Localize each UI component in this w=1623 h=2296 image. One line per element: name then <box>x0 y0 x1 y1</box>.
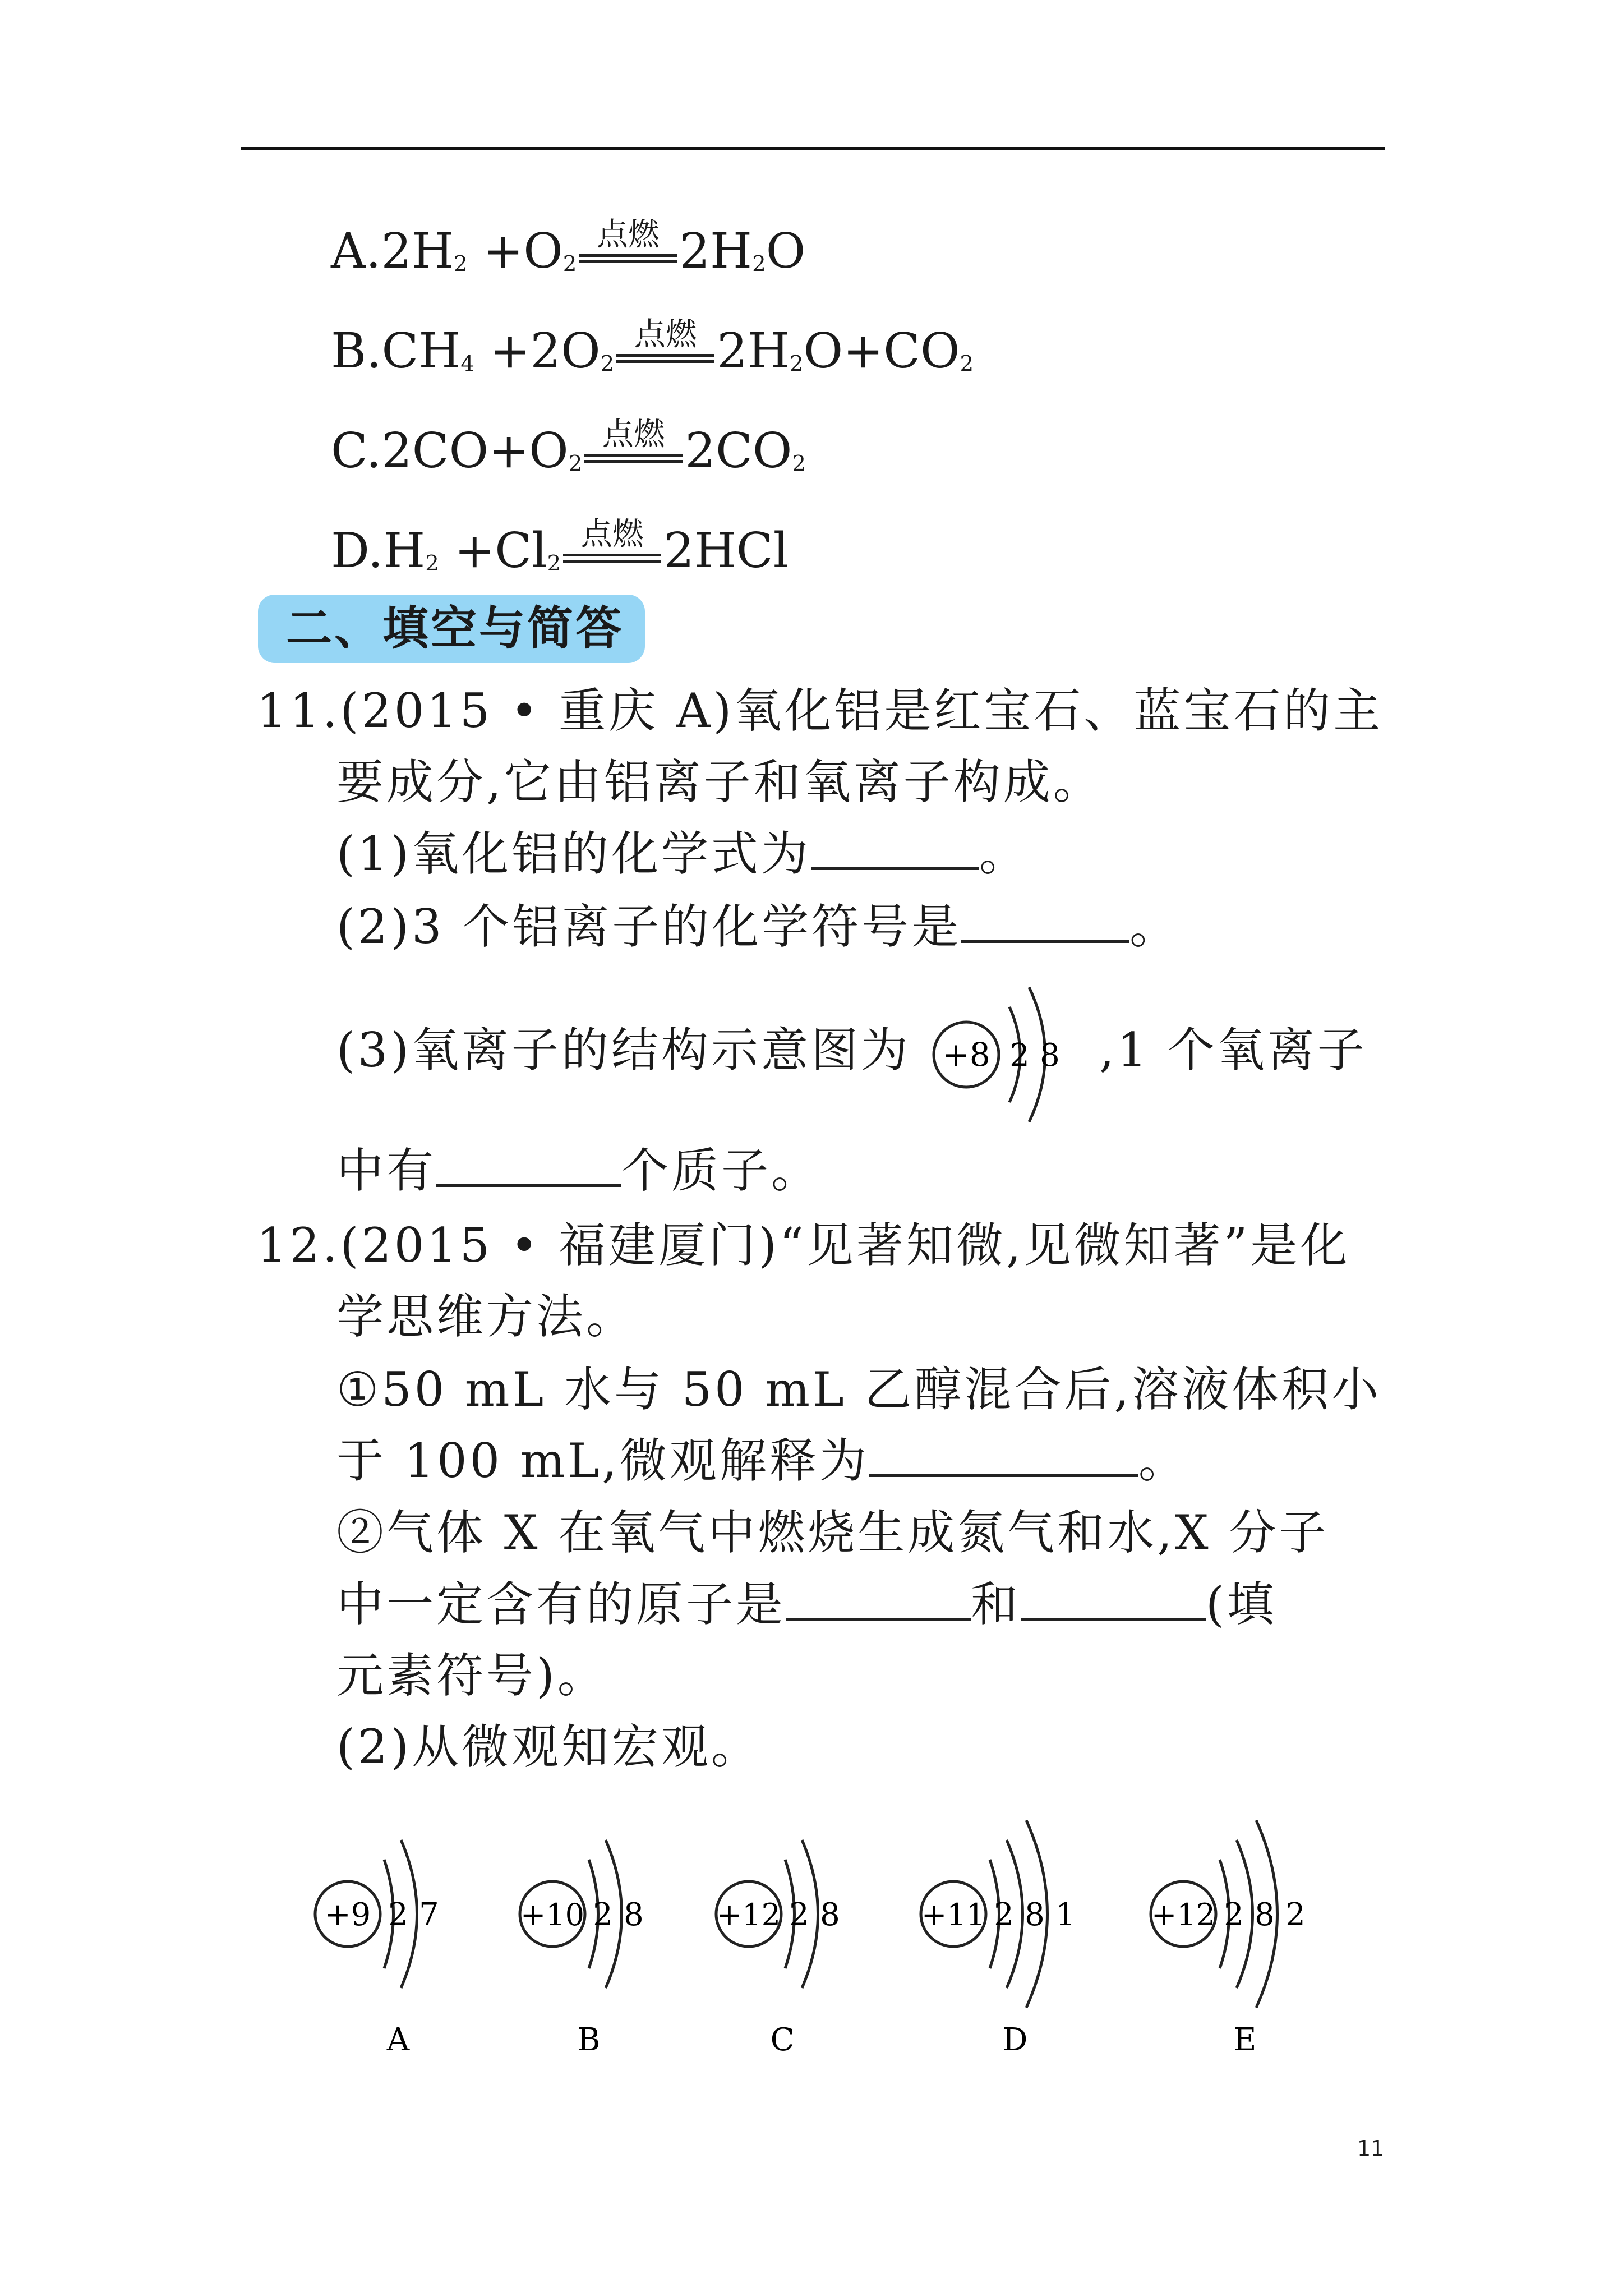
q11-sub3 <box>336 1023 911 1078</box>
nucleus: +11 <box>921 1897 985 1932</box>
equals-sign <box>584 454 683 463</box>
shell-1: 2 <box>789 1897 809 1933</box>
product: 2HCl <box>663 523 789 579</box>
subscript: 2 <box>792 450 806 476</box>
subscript: 2 <box>547 550 561 576</box>
oxygen-ion-diagram <box>931 965 1110 1144</box>
punct: 。 <box>1129 899 1180 954</box>
q11-text: 中有 <box>336 1143 437 1198</box>
condition-label: 点燃 <box>602 416 665 453</box>
ion-shell-2: 8 <box>1040 1037 1060 1074</box>
option-letter: D. <box>331 523 384 579</box>
reactant: +Cl <box>454 523 547 579</box>
reaction-condition <box>563 516 661 567</box>
option-letter: C. <box>331 423 382 479</box>
q11-text: 个质子。 <box>621 1143 822 1198</box>
condition-label: 点燃 <box>596 217 660 253</box>
shell-2: 8 <box>820 1897 840 1933</box>
reactant: 2H <box>381 223 454 279</box>
q12-stem-cont: 学思维方法。 <box>336 1289 637 1344</box>
q11-sub2 <box>336 899 1180 954</box>
atom-label: D <box>1002 2022 1028 2058</box>
subscript: 2 <box>789 351 804 376</box>
reaction-condition <box>584 416 683 467</box>
q11-sub3-tail: ,1 个氧离子 <box>1099 1023 1367 1078</box>
atom-diagram-c <box>709 1795 878 2076</box>
reaction-condition <box>579 217 677 268</box>
header-rule <box>241 147 1385 150</box>
option-letter: B. <box>331 323 382 379</box>
product: O <box>766 223 806 279</box>
reaction-condition <box>616 316 714 367</box>
option-c <box>331 416 806 479</box>
answer-blank[interactable] <box>1021 1607 1206 1621</box>
condition-label: 点燃 <box>580 516 644 553</box>
q11-sub1-text: (1)氧化铝的化学式为 <box>336 826 811 881</box>
q12-text: 中一定含有的原子是 <box>336 1577 786 1632</box>
equals-sign <box>563 554 661 563</box>
q12-p2-end: 元素符号)。 <box>336 1648 607 1703</box>
ion-nucleus: +8 <box>942 1036 990 1074</box>
q12-p2: ②气体 X 在氧气中燃烧生成氮气和水,X 分子 <box>336 1505 1329 1560</box>
subscript: 2 <box>960 351 974 376</box>
q11-sub3-text: (3)氧离子的结构示意图为 <box>336 1023 911 1078</box>
shell-1: 2 <box>593 1897 613 1933</box>
shell-2: 7 <box>419 1897 439 1933</box>
answer-blank[interactable] <box>961 929 1129 943</box>
subscript: 2 <box>600 351 615 376</box>
equals-sign <box>579 254 677 263</box>
subscript: 4 <box>460 351 474 376</box>
equals-sign <box>616 354 714 363</box>
subscript: 2 <box>752 251 766 277</box>
reactant: +2O <box>490 323 601 379</box>
option-letter: A. <box>331 223 381 279</box>
nucleus: +12 <box>1151 1897 1215 1932</box>
q12-p1-cont <box>336 1433 1188 1488</box>
answer-blank[interactable] <box>786 1607 971 1621</box>
shell-3: 2 <box>1285 1897 1306 1933</box>
q12-stem: 12.(2015 • 福建厦门)“见著知微,见微知著”是化 <box>257 1218 1350 1273</box>
atom-diagram-b <box>513 1795 681 2076</box>
q11-sub1 <box>336 826 1030 881</box>
atom-label: E <box>1233 2022 1257 2058</box>
option-b <box>331 316 974 379</box>
shell-1: 2 <box>1224 1897 1244 1933</box>
product: 2H <box>717 323 790 379</box>
punct: 。 <box>1138 1433 1188 1488</box>
reactant: +O <box>483 223 563 279</box>
q12-text: 和 <box>971 1577 1021 1632</box>
q12-text: (填 <box>1206 1577 1277 1632</box>
shell-1: 2 <box>994 1897 1014 1933</box>
subscript: 2 <box>562 251 577 277</box>
nucleus: +12 <box>717 1897 781 1932</box>
atom-diagram-d <box>914 1795 1116 2076</box>
atom-diagram-a <box>308 1795 477 2076</box>
product: 2H <box>679 223 753 279</box>
shell-2: 8 <box>1025 1897 1045 1933</box>
shell-1: 2 <box>388 1897 408 1933</box>
q11-stem: 11.(2015 • 重庆 A)氧化铝是红宝石、蓝宝石的主 <box>257 683 1384 738</box>
answer-blank[interactable] <box>811 856 979 870</box>
q11-sub3-line2 <box>336 1143 822 1198</box>
atom-label: B <box>577 2022 601 2058</box>
section-title: 二、填空与简答 <box>258 595 645 663</box>
reactant: H <box>383 523 426 579</box>
ion-shell-1: 2 <box>1009 1037 1030 1074</box>
shell-2: 8 <box>1255 1897 1275 1933</box>
option-d <box>331 516 789 579</box>
atom-diagram-e <box>1144 1795 1346 2076</box>
reactant: +O <box>488 423 569 479</box>
q12-p3: (2)从微观知宏观。 <box>336 1719 761 1774</box>
subscript: 2 <box>425 550 439 576</box>
nucleus: +10 <box>520 1897 584 1932</box>
q11-sub2-text: (2)3 个铝离子的化学符号是 <box>336 899 962 954</box>
product: O+CO <box>803 323 960 379</box>
answer-blank[interactable] <box>436 1173 621 1187</box>
reactant: 2CO <box>381 423 489 479</box>
product: 2CO <box>685 423 792 479</box>
q12-text: 于 100 mL,微观解释为 <box>336 1433 869 1488</box>
subscript: 2 <box>568 450 583 476</box>
atom-label: A <box>386 2022 410 2058</box>
q12-p1: ①50 mL 水与 50 mL 乙醇混合后,溶液体积小 <box>336 1362 1382 1417</box>
condition-label: 点燃 <box>634 316 697 353</box>
nucleus: +9 <box>324 1897 371 1933</box>
punct: 。 <box>979 826 1030 881</box>
q12-p2-cont <box>336 1577 1277 1632</box>
atom-label: C <box>770 2022 795 2058</box>
option-a <box>331 217 806 279</box>
q11-stem-cont: 要成分,它由铝离子和氧离子构成。 <box>336 754 1103 809</box>
answer-blank[interactable] <box>869 1463 1138 1477</box>
shell-2: 8 <box>624 1897 644 1933</box>
page-number: 11 <box>1357 2136 1385 2161</box>
shell-3: 1 <box>1055 1897 1076 1933</box>
reactant: CH <box>381 323 461 379</box>
subscript: 2 <box>454 251 468 277</box>
